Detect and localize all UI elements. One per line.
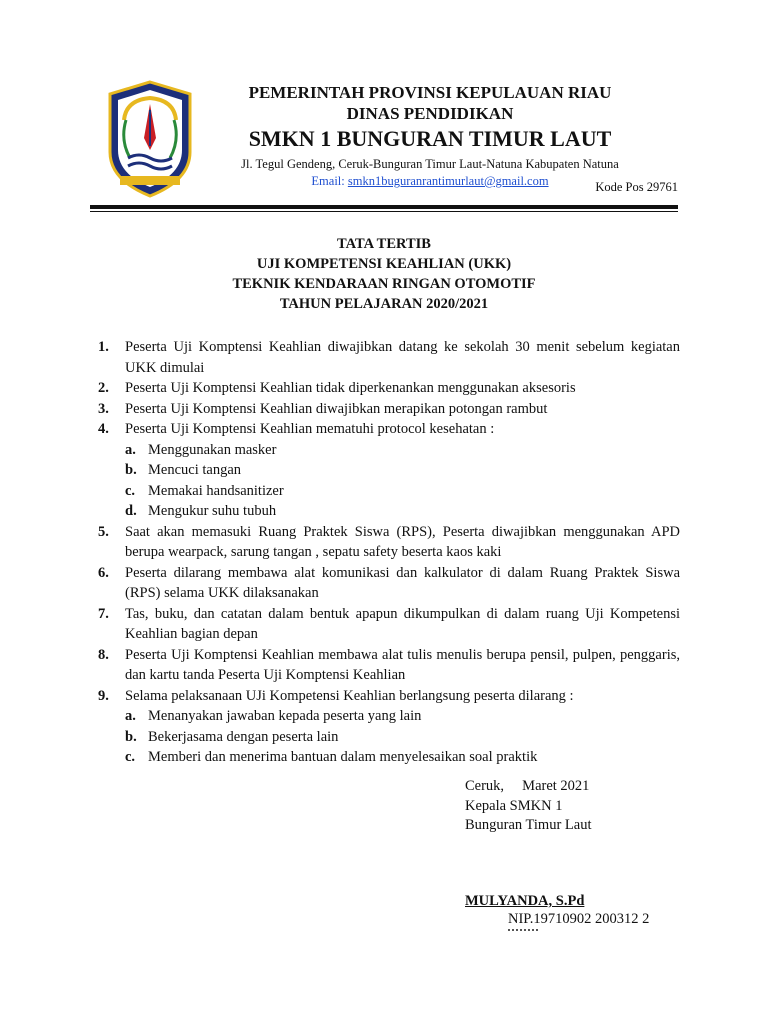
sub-letter: a. [125, 708, 136, 724]
postal-code: Kode Pos 29761 [595, 180, 678, 194]
rule-item [98, 604, 680, 645]
rule-item [98, 522, 680, 563]
title-line-2: UJI KOMPETENSI KEAHLIAN (UKK) [256, 256, 512, 272]
rule-number: 6. [98, 564, 109, 581]
sub-text: Bekerjasama dengan peserta lain [148, 728, 339, 745]
rule-text: Peserta Uji Komptensi Keahlian mematuhi protocol kesehatan : [125, 421, 495, 437]
rule-item [98, 399, 680, 420]
sub-text: Memakai handsanitizer [148, 482, 284, 499]
sub-letter: c. [125, 749, 136, 765]
sub-item [125, 481, 680, 502]
signer-unit: Bunguran Timur Laut [465, 817, 592, 833]
sub-text: Menggunakan masker [148, 441, 277, 458]
school-address: Jl. Tegul Gendeng, Ceruk-Bunguran Timur Laut-Natuna Kabupaten Natuna [241, 157, 619, 171]
email-line [200, 173, 660, 189]
rule-text: Peserta Uji Komptensi Keahlian diwajibkan merapikan potongan rambut [125, 400, 548, 417]
rule-number: 7. [98, 605, 109, 622]
signer-nip: NIP.19710902 200312 2 [508, 911, 650, 927]
government-name: PEMERINTAH PROVINSI KEPULAUAN RIAU [248, 83, 612, 102]
department-name: DINAS PENDIDIKAN [346, 104, 514, 123]
rule-text: Peserta dilarang membawa alat komunikasi dan kalkulator di dalam Ruang Praktek Siswa (RPS) selama UKK dilaksanakan [125, 564, 680, 601]
rule-item [98, 686, 680, 707]
sub-letter: c. [125, 482, 136, 499]
cropped-text-fragment [508, 929, 548, 934]
rule-number: 1. [98, 339, 109, 355]
rule-text: Peserta Uji Komptensi Keahlian tidak diperkenankan menggunakan aksesoris [125, 380, 576, 396]
school-name: SMKN 1 BUNGURAN TIMUR LAUT [248, 126, 612, 151]
email-label: Email: [311, 174, 345, 188]
rule-number: 9. [98, 687, 109, 704]
rule-item [98, 378, 680, 399]
rule-text: Saat akan memasuki Ruang Praktek Siswa (RPS), Peserta diwajibkan menggunakan APD berupa wearpack, sarung tangan , sepatu safety beserta kaos kaki [125, 523, 680, 560]
sub-item [125, 727, 680, 748]
sub-letter: b. [125, 462, 137, 478]
rule-item [98, 645, 680, 686]
letterhead [200, 82, 660, 189]
title-line-4: TAHUN PELAJARAN 2020/2021 [279, 296, 489, 312]
document-title [0, 234, 768, 314]
email-link[interactable]: smkn1buguranrantimurlaut@gmail.com [347, 174, 549, 188]
rule-text: Tas, buku, dan catatan dalam bentuk apapun dikumpulkan di dalam ruang Uji Kompetensi Keahlian bagian depan [125, 605, 680, 642]
sub-text: Mengukur suhu tubuh [148, 503, 277, 519]
rule-number: 2. [98, 380, 109, 396]
rule-item [98, 563, 680, 604]
rule-number: 4. [98, 421, 109, 437]
signer-role: Kepala SMKN 1 [465, 797, 563, 814]
rule-number: 5. [98, 523, 109, 540]
rule-number: 3. [98, 400, 109, 417]
sub-item [125, 501, 680, 522]
rule-text: Peserta Uji Komptensi Keahlian membawa alat tulis menulis berupa pensil, pulpen, penggaris, dan kartu tanda Peserta Uji Komptensi Keahlian [125, 646, 680, 683]
rule-number: 8. [98, 646, 109, 663]
rule-text: Peserta Uji Komptensi Keahlian diwajibkan datang ke sekolah 30 menit sebelum kegiatan UKK dimulai [125, 339, 680, 376]
signer-name: MULYANDA, S.Pd [465, 893, 585, 909]
sub-text: Mencuci tangan [148, 462, 242, 478]
rules-list [98, 337, 680, 768]
place-date: Ceruk, Maret 2021 [465, 778, 590, 794]
rule-text: Selama pelaksanaan UJi Kompetensi Keahlian berlangsung peserta dilarang : [125, 687, 574, 704]
title-line-1: TATA TERTIB [337, 236, 431, 252]
title-line-3: TEKNIK KENDARAAN RINGAN OTOMOTIF [232, 276, 536, 292]
sub-item [125, 747, 680, 768]
rule-item [98, 419, 680, 440]
sub-text: Menanyakan jawaban kepada peserta yang lain [148, 708, 422, 724]
signature-block [465, 777, 591, 836]
sub-item [125, 706, 680, 727]
rule-item [98, 337, 680, 378]
sub-item [125, 460, 680, 481]
sub-item [125, 440, 680, 461]
provincial-logo [106, 80, 194, 198]
sub-letter: a. [125, 441, 136, 458]
sub-text: Memberi dan menerima bantuan dalam menyelesaikan soal praktik [148, 749, 538, 765]
header-divider [90, 205, 678, 209]
header-divider-thin [90, 211, 678, 212]
sub-letter: d. [125, 503, 137, 519]
sub-letter: b. [125, 728, 137, 745]
